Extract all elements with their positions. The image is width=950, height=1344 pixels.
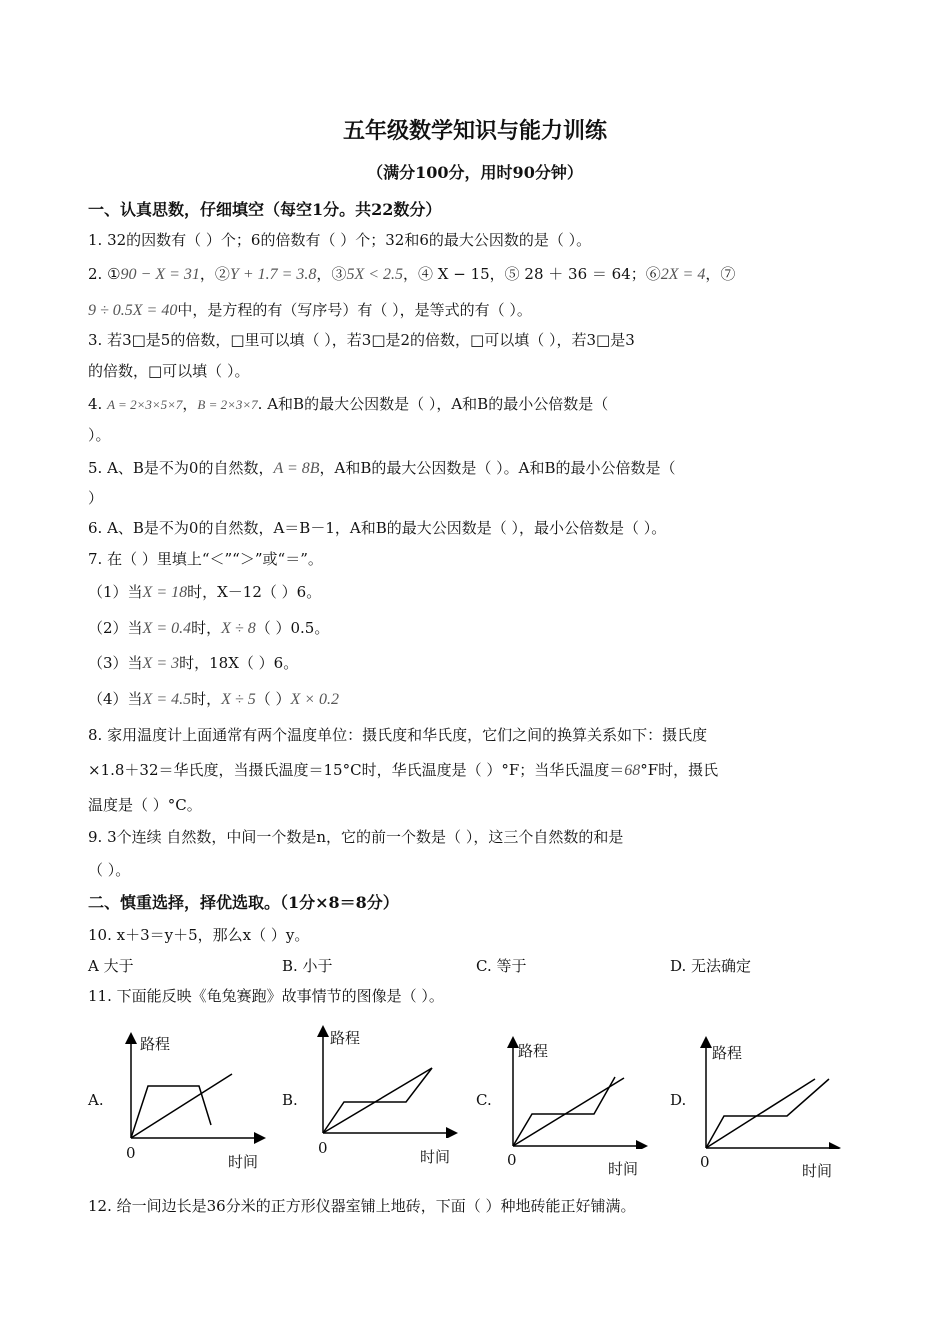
q7-4-equation-2: X ÷ 5	[221, 691, 256, 708]
q7-1-text-1: （1）当	[88, 583, 143, 601]
section-1-heading: 一、认真思数，仔细填空（每空1分。共22数分）	[88, 200, 442, 219]
q4-text-3: . A和B的最大公因数是（ ），A和B的最小公倍数是（	[257, 395, 609, 413]
question-4-line-1	[88, 394, 608, 415]
question-1: 1. 32的因数有（ ）个；6的倍数有（ ）个；32和6的最大公因数的是（ ）。	[88, 231, 592, 249]
q4-equation-b: B = 2×3×7	[197, 397, 258, 412]
q10-option-b[interactable]: B. 小于	[282, 957, 333, 975]
q7-1-text-2: 时，X－12（ ）6。	[187, 583, 322, 601]
q11-a-origin: 0	[126, 1144, 136, 1162]
q8-text-2a: ×1.8＋32＝华氏度，当摄氏温度＝15°C时，华氏温度是（ ）°F；当华氏温度＝	[88, 761, 625, 779]
q7-4-equation-1: X = 4.5	[142, 691, 192, 708]
question-3-line-1: 3. 若3□是5的倍数，□里可以填（ ），若3□是2的倍数，□可以填（ ），若3□是3	[88, 331, 635, 349]
hare-path	[513, 1077, 615, 1146]
q11-c-ylabel: 路程	[518, 1042, 549, 1060]
q5-equation: A = 8B	[273, 460, 320, 477]
q11-option-d-label[interactable]: D.	[670, 1091, 687, 1109]
q7-2-equation-2: X ÷ 8	[221, 620, 256, 637]
q7-1-equation: X = 18	[142, 584, 188, 601]
question-2-line-2	[88, 300, 532, 321]
q7-3-text-2: 时，18X（ ）6。	[179, 654, 299, 672]
q2-equation-2: Y + 1.7 = 3.8	[229, 266, 317, 283]
q11-b-xlabel: 时间	[420, 1148, 451, 1166]
question-11-stem: 11. 下面能反映《龟兔赛跑》故事情节的图像是（ ）。	[88, 987, 444, 1005]
page-subtitle: （满分100分，用时90分钟）	[367, 163, 583, 182]
question-8-line-1: 8. 家用温度计上面通常有两个温度单位：摄氏度和华氏度，它们之间的换算关系如下：摄氏度	[88, 726, 708, 744]
question-2-line-1	[88, 264, 735, 285]
q11-option-c-label[interactable]: C.	[476, 1091, 492, 1109]
q7-4-text-2: 时，	[191, 690, 222, 708]
q4-equation-a: A = 2×3×5×7	[107, 397, 183, 412]
q7-3-equation: X = 3	[142, 655, 180, 672]
question-7-part-1	[88, 582, 321, 603]
q2-text-6: 中，是方程的有（写序号）有（ ），是等式的有（ ）。	[177, 301, 532, 319]
q7-3-text-1: （3）当	[88, 654, 143, 672]
q10-option-c[interactable]: C. 等于	[476, 957, 527, 975]
q10-option-d[interactable]: D. 无法确定	[670, 957, 752, 975]
section-2-heading: 二、慎重选择，择优选取。（1分×8＝8分）	[88, 893, 399, 912]
question-7-stem: 7. 在（ ）里填上“＜”“＞”或“＝”。	[88, 550, 323, 568]
q10-option-a[interactable]: A 大于	[88, 957, 134, 975]
q11-a-ylabel: 路程	[140, 1035, 171, 1053]
q11-c-xlabel: 时间	[608, 1160, 639, 1178]
question-6: 6. A、B是不为0的自然数，A＝B－1，A和B的最大公因数是（ ），最小公倍数是（ ）。	[88, 519, 667, 537]
q11-d-ylabel: 路程	[712, 1044, 743, 1062]
q7-2-equation-1: X = 0.4	[142, 620, 192, 637]
tortoise-path	[706, 1079, 815, 1148]
question-12: 12. 给一间边长是36分米的正方形仪器室铺上地砖，下面（ ）种地砖能正好铺满。	[88, 1197, 636, 1215]
question-8-line-2	[88, 760, 718, 781]
q7-4-equation-3: X × 0.2	[290, 691, 340, 708]
hare-path	[706, 1079, 829, 1148]
question-5-line-1	[88, 458, 676, 479]
question-9-line-1: 9. 3个连续 自然数，中间一个数是n，它的前一个数是（ ），这三个自然数的和是	[88, 828, 624, 846]
page-title: 五年级数学知识与能力训练	[342, 118, 607, 144]
q8-text-2c: °F时，摄氏	[640, 761, 719, 779]
q2-text-2: ，②	[199, 265, 230, 283]
q8-value-68: 68	[624, 762, 641, 779]
tortoise-path	[323, 1068, 432, 1133]
q2-equation-3: 5X < 2.5	[346, 266, 404, 283]
q11-option-b-label[interactable]: B.	[282, 1091, 298, 1109]
q2-equation-5: 9 ÷ 0.5X = 40	[88, 302, 178, 319]
q2-text-1: 2. ①	[88, 265, 121, 283]
q11-b-ylabel: 路程	[330, 1029, 361, 1047]
tortoise-path	[513, 1078, 624, 1146]
question-7-part-2	[88, 618, 329, 639]
q4-text-2: ，	[182, 395, 198, 413]
question-7-part-3	[88, 653, 298, 674]
q2-text-4: ，④ X − 15，⑤ 28 ＋ 36 ＝ 64；⑥	[403, 265, 661, 283]
q7-4-text-1: （4）当	[88, 690, 143, 708]
q5-text-1: 5. A、B是不为0的自然数，	[88, 459, 274, 477]
q11-c-origin: 0	[507, 1151, 517, 1169]
q7-2-text-1: （2）当	[88, 619, 143, 637]
question-5-line-2: ）	[88, 489, 104, 507]
q2-equation-1: 90 − X = 31	[120, 266, 200, 283]
question-4-line-2: ）。	[88, 426, 111, 444]
q2-text-3: ，③	[316, 265, 347, 283]
q11-d-xlabel: 时间	[802, 1162, 833, 1180]
question-10-stem: 10. x＋3＝y＋5，那么x（ ）y。	[88, 926, 310, 944]
q11-d-origin: 0	[700, 1153, 710, 1171]
question-8-line-3: 温度是（ ）°C。	[88, 796, 202, 814]
q11-a-xlabel: 时间	[228, 1153, 259, 1171]
tortoise-path	[131, 1074, 232, 1138]
question-9-line-2: （ ）。	[88, 861, 131, 879]
q11-option-a-label[interactable]: A.	[88, 1091, 104, 1109]
q2-equation-4: 2X = 4	[660, 266, 706, 283]
question-7-part-4	[88, 689, 339, 710]
q7-2-text-2: 时，	[191, 619, 222, 637]
q5-text-2: ，A和B的最大公因数是（ ）。A和B的最小公倍数是（	[319, 459, 676, 477]
q4-text-1: 4.	[88, 395, 103, 413]
q11-b-origin: 0	[318, 1139, 328, 1157]
q2-text-5: ，⑦	[705, 265, 736, 283]
question-3-line-2: 的倍数，□可以填（ ）。	[88, 362, 250, 380]
q7-4-text-3: （ ）	[255, 690, 291, 708]
q7-2-text-3: （ ）0.5。	[255, 619, 330, 637]
